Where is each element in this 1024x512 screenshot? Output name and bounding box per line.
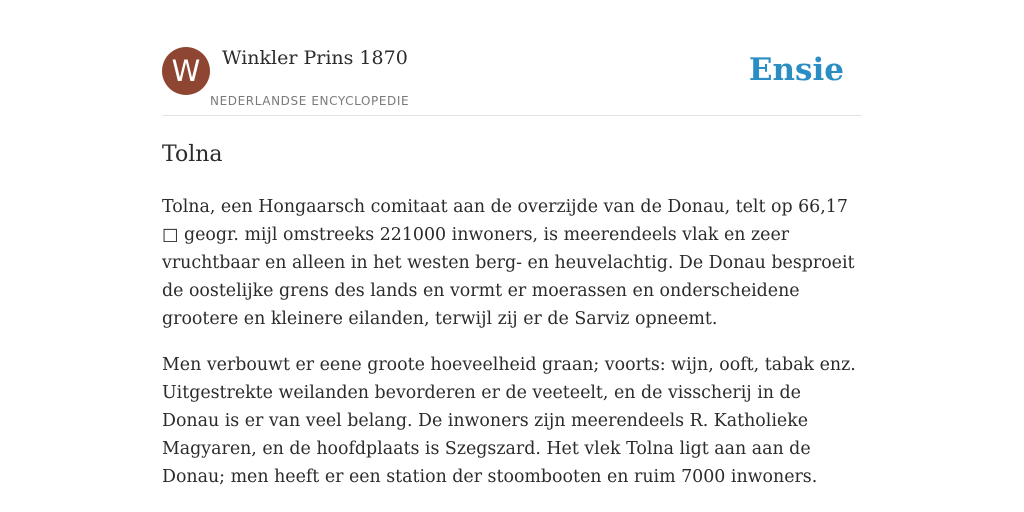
page	[162, 0, 862, 487]
header	[162, 0, 862, 116]
article-paragraph: Men verbouwt er eene groote hoeveelheid graan; voorts: wijn, ooft, tabak enz. Uitgestrekte weilanden bevorderen er de veeteelt, en de visscherij in de Donau is er van veel belang. De inwoners zijn meerendeels R. Katholieke Magyaren, en de hoofdplaats is Szegszard. Het vlek Tolna ligt aan aan de Donau; men heeft er een station der stoombooten en ruim 7000 inwoners.	[162, 355, 856, 487]
source-title[interactable]: Winkler Prins 1870	[222, 47, 408, 69]
article-title: Tolna	[162, 142, 223, 167]
source-avatar[interactable]: W	[162, 47, 210, 95]
article-paragraph: Tolna, een Hongaarsch comitaat aan de overzijde van de Donau, telt op 66,17 □ geogr. mijl omstreeks 221000 inwoners, is meerendeels vlak en zeer vruchtbaar en alleen in het westen berg- en heuvelachtig. De Donau besproeit de oostelijke grens des lands en vormt er moerassen en onderscheidene grootere en kleinere eilanden, terwijl zij er de Sarviz opneemt.	[162, 197, 855, 329]
article-body	[162, 193, 862, 509]
ensie-logo[interactable]: Ensie	[748, 52, 844, 88]
source-subtitle: NEDERLANDSE ENCYCLOPEDIE	[210, 94, 410, 108]
